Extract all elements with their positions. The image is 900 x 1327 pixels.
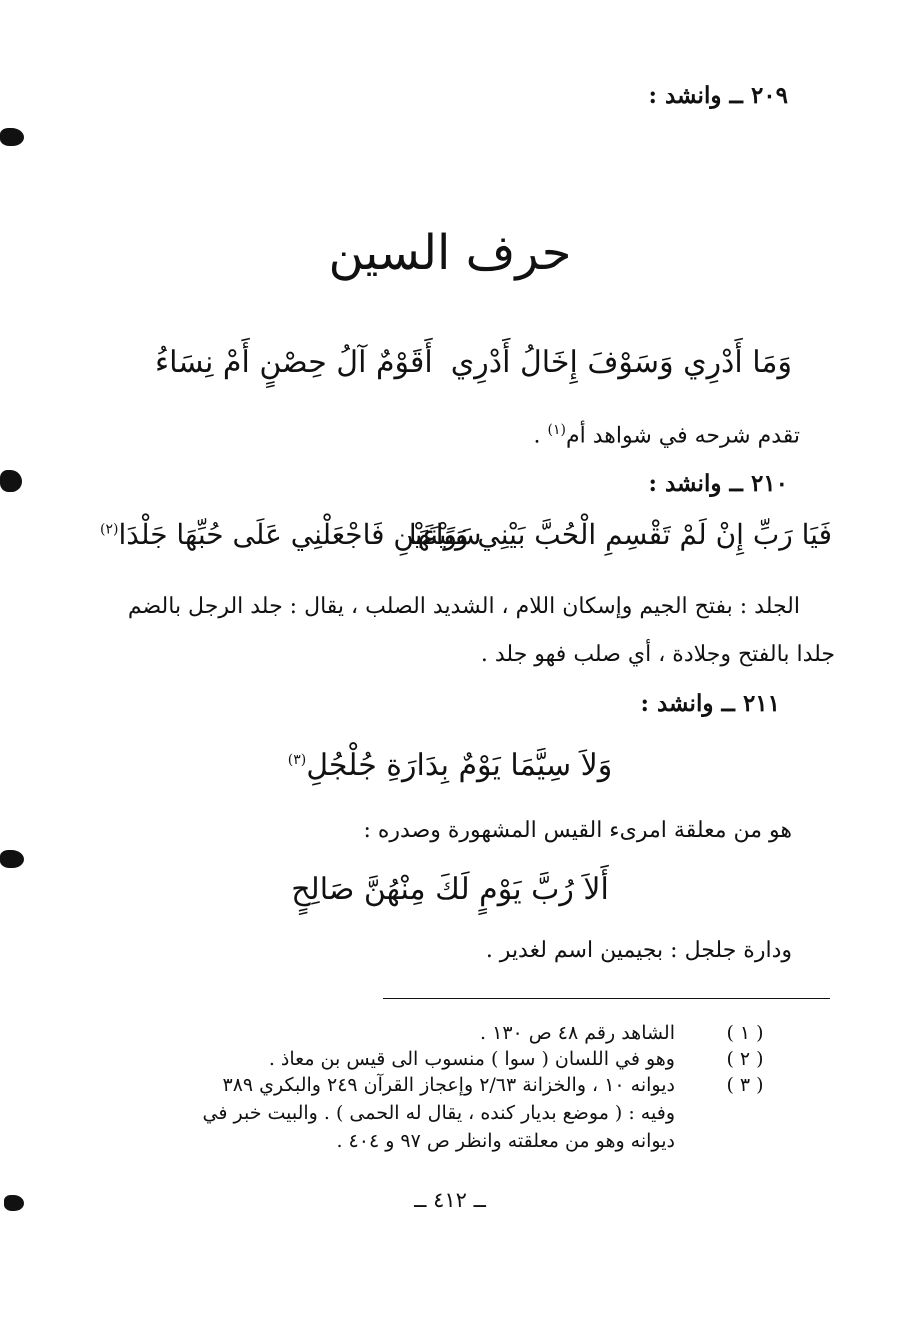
verse-2-first-hemistich: فَيَا رَبِّ إِنْ لَمْ تَقْسِمِ الْحُبَّ بَيْنِي وَبَيْنَهَا [408, 518, 832, 551]
footnote-divider [383, 998, 830, 999]
footnote-text-3-line-1: ديوانه ١٠ ، والخزانة ٢/٦٣ وإعجاز القرآن ٢٤٩ والبكري ٣٨٩ [222, 1074, 675, 1096]
verse-4: أَلاَ رُبَّ يَوْمٍ لَكَ مِنْهُنَّ صَالِحٍ [291, 872, 609, 907]
footnote-number-2: ( ٢ ) [726, 1048, 764, 1070]
gloss-line-1: الجلد : بفتح الجيم وإسكان اللام ، الشديد الصلب ، يقال : جلد الرجل بالضم [127, 594, 800, 619]
footnote-text-3-line-3: ديوانه وهو من معلقته وانظر ص ٩٧ و ٤٠٤ . [336, 1130, 675, 1152]
footnote-mark-1: (١) [547, 422, 566, 438]
gloss-line-2: جلدا بالفتح وجلادة ، أي صلب فهو جلد . [480, 642, 835, 667]
footnote-text-2: وهو في اللسان ( سوا ) منسوب الى قيس بن معاذ . [268, 1048, 675, 1070]
verse-3-text: وَلاَ سِيَّمَا يَوْمٌ بِدَارَةِ جُلْجُلِ [306, 748, 613, 783]
footnote-text-1: الشاهد رقم ٤٨ ص ١٣٠ . [480, 1022, 675, 1044]
footnote-text-3-line-2: وفيه : ( موضع بديار كنده ، يقال له الحمى ) . والبيت خبر في [202, 1102, 675, 1124]
footnote-mark-2: (٢) [100, 521, 119, 538]
verse-3 [0, 748, 900, 783]
entry-heading-211: ٢١١ ــ وانشد : [640, 690, 780, 717]
scan-blot [0, 470, 22, 492]
note-1-end: . [533, 423, 548, 449]
note-1 [534, 422, 800, 448]
footnote-mark-3: (٣) [287, 752, 307, 768]
verse-2-second-hemistich [100, 518, 481, 551]
footnote-number-1: ( ١ ) [726, 1022, 764, 1044]
footnote-number-3: ( ٣ ) [726, 1074, 764, 1096]
note-1-text: تقدم شرحه في شواهد أم [565, 423, 800, 449]
verse-2-second-text: سَوَاءَيْنِ فَاجْعَلْنِي عَلَى حُبِّهَا جَلْدَا [118, 518, 482, 551]
verse-1-first-hemistich: وَمَا أَدْرِي وَسَوْفَ إِخَالُ أَدْرِي [450, 345, 792, 380]
verse-1-second-hemistich: أَقَوْمٌ آلُ حِصْنٍ أَمْ نِسَاءُ [155, 345, 433, 380]
entry-heading-210: ٢١٠ ــ وانشد : [648, 470, 788, 497]
section-heading: حرف السين [328, 225, 572, 281]
entry-heading-209: ٢٠٩ ــ وانشد : [648, 82, 788, 109]
scan-blot [0, 128, 24, 146]
note-4: ودارة جلجل : بجيمين اسم لغدير . [485, 938, 792, 963]
note-3: هو من معلقة امرىء القيس المشهورة وصدره : [363, 818, 792, 843]
scan-blot [0, 850, 24, 868]
page-number: ــ ٤١٢ ــ [414, 1188, 486, 1212]
